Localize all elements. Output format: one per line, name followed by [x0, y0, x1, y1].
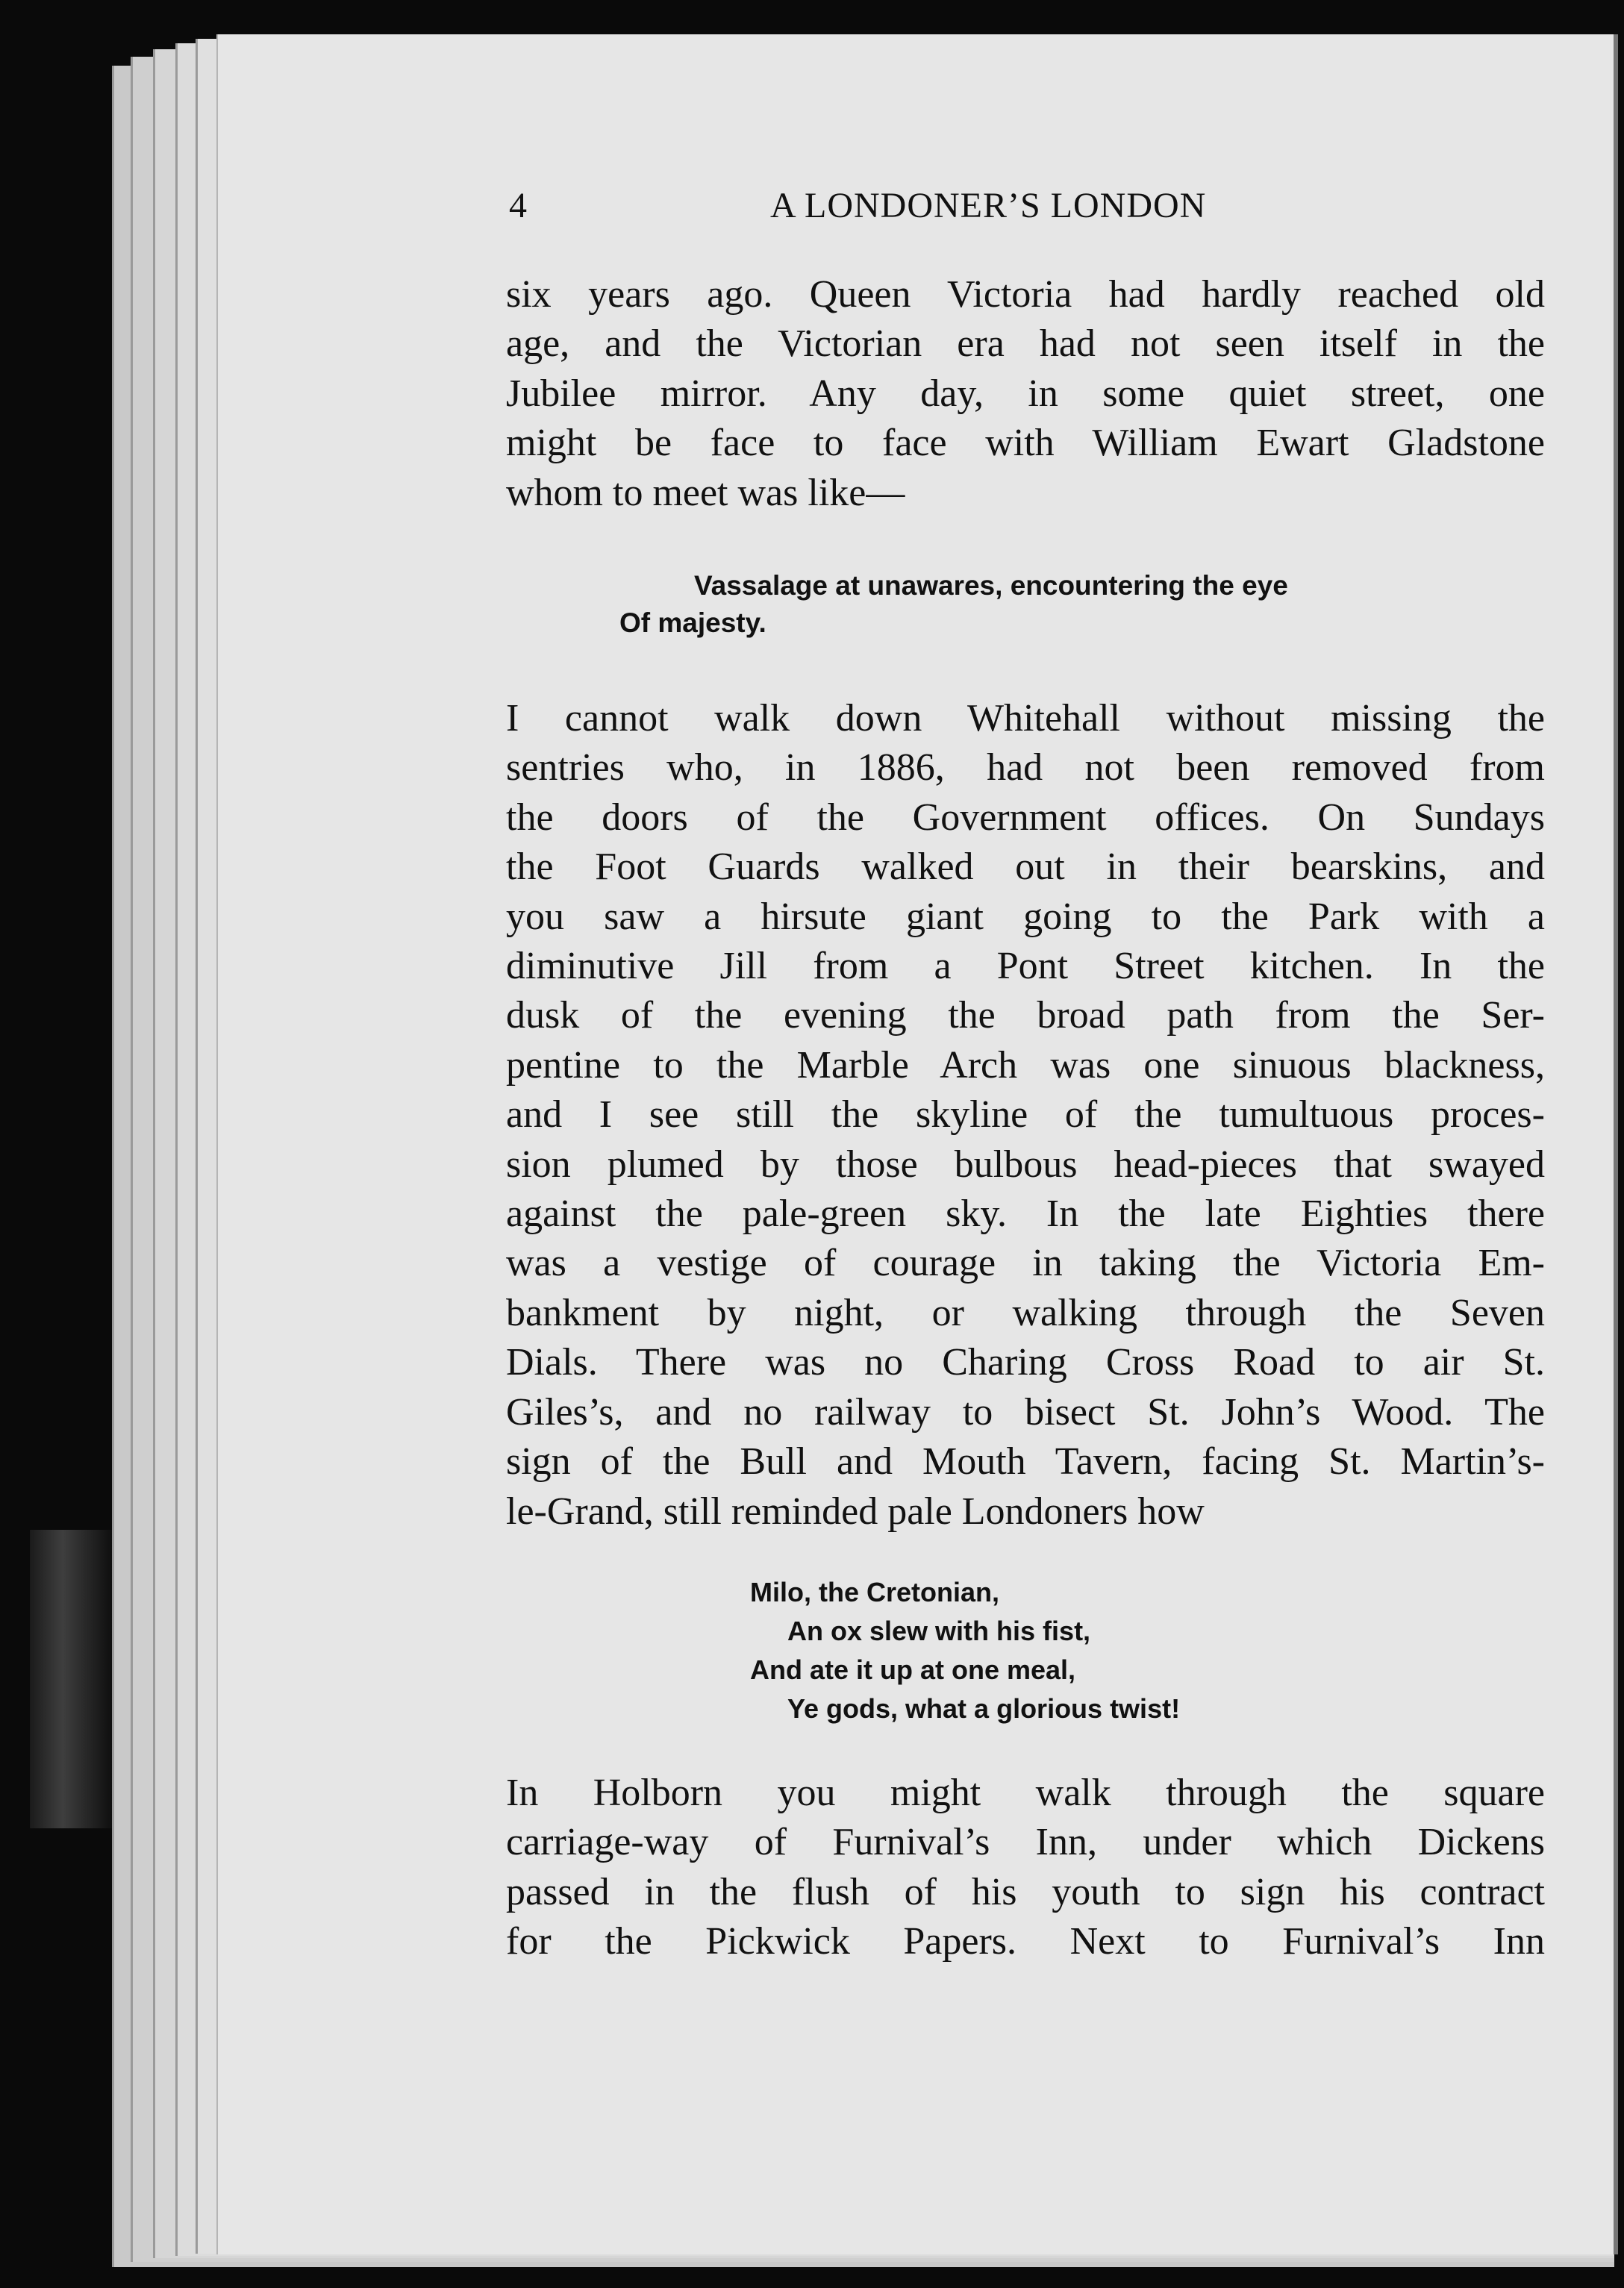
quote-line: And ate it up at one meal,: [750, 1654, 1076, 1685]
text-line: Giles’s, and no railway to bisect St. John’s Wood. The: [506, 1390, 1545, 1434]
text-line: dusk of the evening the broad path from the Ser-: [506, 994, 1545, 1037]
quote-line: Vassalage at unawares, encountering the eye: [694, 570, 1288, 601]
quote-line: Of majesty.: [619, 607, 766, 638]
text-line: against the pale-green sky. In the late Eighties there: [506, 1193, 1545, 1236]
text-line: bankment by night, or walking through the Seven: [506, 1291, 1545, 1334]
text-line: sion plumed by those bulbous head-pieces that swayed: [506, 1143, 1545, 1186]
block-quote-2: [750, 1573, 1180, 1728]
text-line: whom to meet was like—: [506, 471, 905, 514]
text-line: le-Grand, still reminded pale Londoners how: [506, 1490, 1205, 1533]
text-line: carriage-way of Furnival’s Inn, under which Dickens: [506, 1821, 1545, 1864]
paragraph-2: [506, 694, 1545, 1537]
quote-line: Ye gods, what a glorious twist!: [787, 1693, 1181, 1724]
quote-line: Milo, the Cretonian,: [750, 1577, 1000, 1607]
block-quote-1: [619, 567, 1288, 642]
text-line: and I see still the skyline of the tumultuous proces-: [506, 1093, 1545, 1137]
text-line: you saw a hirsute giant going to the Park with a: [506, 895, 1545, 938]
text-line: Dials. There was no Charing Cross Road to air St.: [506, 1341, 1545, 1384]
text-line: sentries who, in 1886, had not been removed from: [506, 746, 1545, 790]
text-line: diminutive Jill from a Pont Street kitchen. In the: [506, 945, 1545, 988]
text-line: pentine to the Marble Arch was one sinuous blackness,: [506, 1043, 1545, 1087]
paragraph-3: [506, 1769, 1545, 1967]
page-header: [509, 185, 1300, 237]
binding-shadow: [30, 1530, 112, 1828]
text-line: sign of the Bull and Mouth Tavern, facing St. Martin’s-: [506, 1440, 1545, 1484]
text-line: In Holborn you might walk through the square: [506, 1772, 1545, 1814]
text-line: was a vestige of courage in taking the Victoria Em-: [506, 1242, 1545, 1285]
text-line: Jubilee mirror. Any day, in some quiet street, one: [506, 372, 1545, 415]
running-head: A LONDONER’S LONDON: [770, 186, 1207, 225]
page-number: 4: [509, 186, 528, 225]
text-line: passed in the flush of his youth to sign his contract: [506, 1870, 1545, 1913]
text-line: for the Pickwick Papers. Next to Furnival’s Inn: [506, 1920, 1545, 1963]
text-line: six years ago. Queen Victoria had hardly reached old: [506, 273, 1545, 316]
text-line: the Foot Guards walked out in their bearskins, and: [506, 846, 1545, 889]
text-line: the doors of the Government offices. On Sundays: [506, 796, 1545, 839]
text-line: might be face to face with William Ewart Gladstone: [506, 422, 1545, 465]
quote-line: An ox slew with his fist,: [787, 1616, 1091, 1646]
paragraph-1: [506, 270, 1545, 518]
text-line: age, and the Victorian era had not seen itself in the: [506, 322, 1545, 366]
text-line: I cannot walk down Whitehall without missing the: [506, 697, 1545, 740]
